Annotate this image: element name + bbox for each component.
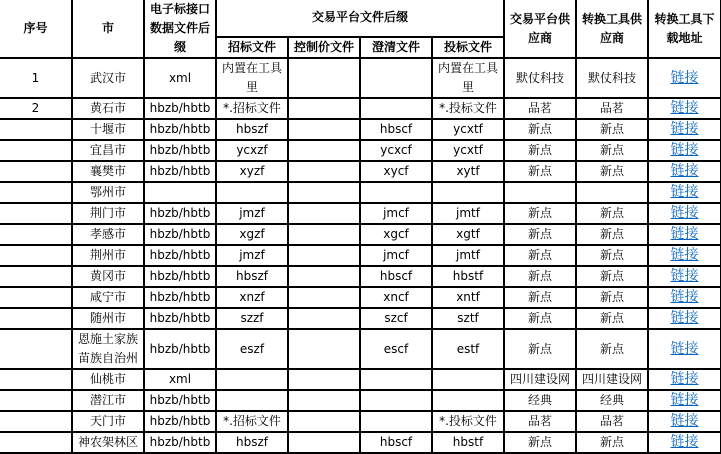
cell-tool-vendor: 新点	[576, 329, 648, 369]
cell-clarify-suffix	[360, 182, 432, 203]
cell-ebid-suffix: hbzb/hbtb	[144, 203, 216, 224]
cell-ebid-suffix: xml	[144, 369, 216, 390]
cell-bid-suffix: xgtf	[432, 224, 504, 245]
download-link[interactable]: 链接	[670, 434, 699, 450]
table-row	[0, 161, 721, 182]
cell-clarify-suffix	[360, 369, 432, 390]
cell-tool-download	[648, 266, 721, 287]
cell-seq	[0, 287, 72, 308]
cell-bid-suffix: jmtf	[432, 245, 504, 266]
cell-city: 恩施土家族苗族自治州	[72, 329, 144, 369]
cell-tool-vendor: 四川建设网	[576, 369, 648, 390]
cell-control-price-suffix	[288, 308, 360, 329]
cell-city: 荆州市	[72, 245, 144, 266]
download-link[interactable]: 链接	[670, 392, 699, 408]
table-row	[0, 390, 721, 411]
cell-bid-suffix: sztf	[432, 308, 504, 329]
cell-tender-suffix: hbszf	[216, 266, 288, 287]
cell-tender-suffix: ycxzf	[216, 140, 288, 161]
cell-city: 黄冈市	[72, 266, 144, 287]
cell-bid-suffix: 内置在工具里	[432, 58, 504, 98]
cell-seq	[0, 308, 72, 329]
cell-clarify-suffix	[360, 98, 432, 119]
cell-tool-download	[648, 161, 721, 182]
cell-seq	[0, 119, 72, 140]
cell-tender-suffix: xnzf	[216, 287, 288, 308]
download-link[interactable]: 链接	[670, 226, 699, 242]
cell-control-price-suffix	[288, 287, 360, 308]
cell-ebid-suffix: hbzb/hbtb	[144, 119, 216, 140]
cell-city: 咸宁市	[72, 287, 144, 308]
cell-clarify-suffix: hbscf	[360, 432, 432, 453]
cell-control-price-suffix	[288, 119, 360, 140]
cell-tender-suffix	[216, 182, 288, 203]
cell-tender-suffix: *.招标文件	[216, 411, 288, 432]
cell-seq	[0, 432, 72, 453]
table-row	[0, 203, 721, 224]
cell-ebid-suffix: hbzb/hbtb	[144, 287, 216, 308]
cell-tool-vendor: 默仗科技	[576, 58, 648, 98]
header-platform-vendor: 交易平台供应商	[504, 0, 576, 58]
cell-control-price-suffix	[288, 369, 360, 390]
cell-seq	[0, 266, 72, 287]
cell-tool-vendor: 品茗	[576, 411, 648, 432]
download-link[interactable]: 链接	[670, 268, 699, 284]
cell-ebid-suffix: hbzb/hbtb	[144, 98, 216, 119]
cell-city: 荆门市	[72, 203, 144, 224]
cell-clarify-suffix: hbscf	[360, 266, 432, 287]
cell-platform-vendor: 新点	[504, 308, 576, 329]
cell-seq	[0, 140, 72, 161]
cell-platform-vendor: 新点	[504, 329, 576, 369]
cell-tender-suffix: *.招标文件	[216, 98, 288, 119]
cell-tool-download	[648, 245, 721, 266]
cell-platform-vendor: 新点	[504, 224, 576, 245]
header-platform-suffix: 交易平台文件后缀	[216, 0, 504, 37]
table-row	[0, 182, 721, 203]
cell-clarify-suffix: xgcf	[360, 224, 432, 245]
cell-tool-vendor: 新点	[576, 245, 648, 266]
header-ebid-suffix: 电子标接口数据文件后缀	[144, 0, 216, 58]
cell-tender-suffix	[216, 390, 288, 411]
cell-tool-vendor: 新点	[576, 161, 648, 182]
cell-ebid-suffix	[144, 182, 216, 203]
cell-bid-suffix: hbstf	[432, 266, 504, 287]
cell-clarify-suffix: escf	[360, 329, 432, 369]
cell-city: 鄂州市	[72, 182, 144, 203]
cell-platform-vendor: 新点	[504, 266, 576, 287]
cell-city: 黄石市	[72, 98, 144, 119]
cell-seq: 2	[0, 98, 72, 119]
download-link[interactable]: 链接	[670, 205, 699, 221]
cell-platform-vendor: 四川建设网	[504, 369, 576, 390]
table-row	[0, 98, 721, 119]
cell-ebid-suffix: hbzb/hbtb	[144, 411, 216, 432]
cell-platform-vendor: 品茗	[504, 98, 576, 119]
cell-bid-suffix	[432, 182, 504, 203]
cell-seq	[0, 369, 72, 390]
cell-bid-suffix	[432, 390, 504, 411]
cell-clarify-suffix: szcf	[360, 308, 432, 329]
cell-ebid-suffix: hbzb/hbtb	[144, 266, 216, 287]
cell-platform-vendor: 默仗科技	[504, 58, 576, 98]
header-control-price: 控制价文件	[288, 37, 360, 58]
cell-seq	[0, 203, 72, 224]
download-link[interactable]: 链接	[670, 289, 699, 305]
table-row	[0, 245, 721, 266]
cell-tender-suffix	[216, 369, 288, 390]
cell-bid-suffix: hbstf	[432, 432, 504, 453]
table-row	[0, 308, 721, 329]
download-link[interactable]: 链接	[670, 142, 699, 158]
cell-bid-suffix: xntf	[432, 287, 504, 308]
cell-control-price-suffix	[288, 182, 360, 203]
cell-city: 孝感市	[72, 224, 144, 245]
cell-control-price-suffix	[288, 266, 360, 287]
cell-seq	[0, 224, 72, 245]
cell-tool-vendor: 经典	[576, 390, 648, 411]
cell-clarify-suffix: jmcf	[360, 245, 432, 266]
cell-tool-vendor: 新点	[576, 140, 648, 161]
cell-tool-download	[648, 224, 721, 245]
cell-tender-suffix: szzf	[216, 308, 288, 329]
table-row	[0, 369, 721, 390]
cell-clarify-suffix: hbscf	[360, 119, 432, 140]
cell-tool-vendor: 新点	[576, 266, 648, 287]
cell-platform-vendor	[504, 182, 576, 203]
cell-tool-download	[648, 308, 721, 329]
cell-clarify-suffix	[360, 390, 432, 411]
cell-bid-suffix: ycxtf	[432, 140, 504, 161]
cell-control-price-suffix	[288, 140, 360, 161]
cell-tool-download	[648, 140, 721, 161]
cell-tool-vendor: 新点	[576, 203, 648, 224]
cell-control-price-suffix	[288, 58, 360, 98]
cell-bid-suffix: *.投标文件	[432, 98, 504, 119]
table-row	[0, 287, 721, 308]
cell-ebid-suffix: hbzb/hbtb	[144, 245, 216, 266]
download-link[interactable]: 链接	[670, 121, 699, 137]
cell-tool-download	[648, 432, 721, 453]
cell-platform-vendor: 新点	[504, 203, 576, 224]
table-row	[0, 432, 721, 453]
cell-tool-download	[648, 369, 721, 390]
download-link[interactable]: 链接	[670, 247, 699, 263]
cell-seq	[0, 161, 72, 182]
cell-tool-download	[648, 411, 721, 432]
cell-ebid-suffix: hbzb/hbtb	[144, 161, 216, 182]
header-clarify: 澄清文件	[360, 37, 432, 58]
cell-seq	[0, 390, 72, 411]
header-city: 市	[72, 0, 144, 58]
cell-city: 潜江市	[72, 390, 144, 411]
cell-tender-suffix: 内置在工具里	[216, 58, 288, 98]
cell-platform-vendor: 新点	[504, 119, 576, 140]
cell-tender-suffix: hbszf	[216, 119, 288, 140]
cell-tender-suffix: hbszf	[216, 432, 288, 453]
cell-platform-vendor: 新点	[504, 432, 576, 453]
cell-city: 天门市	[72, 411, 144, 432]
cell-platform-vendor: 品茗	[504, 411, 576, 432]
cell-tool-download	[648, 58, 721, 98]
header-tool-vendor: 转换工具供应商	[576, 0, 648, 58]
cell-tool-download	[648, 119, 721, 140]
download-link[interactable]: 链接	[670, 310, 699, 326]
download-link[interactable]: 链接	[670, 413, 699, 429]
cell-seq	[0, 245, 72, 266]
cell-clarify-suffix	[360, 58, 432, 98]
cell-seq	[0, 411, 72, 432]
table-row	[0, 266, 721, 287]
download-link[interactable]: 链接	[670, 100, 699, 116]
cell-control-price-suffix	[288, 161, 360, 182]
cell-platform-vendor: 新点	[504, 140, 576, 161]
header-tender: 招标文件	[216, 37, 288, 58]
cell-tender-suffix: xgzf	[216, 224, 288, 245]
table-row	[0, 58, 721, 98]
header-bid: 投标文件	[432, 37, 504, 58]
cell-bid-suffix: ycxtf	[432, 119, 504, 140]
table-row	[0, 329, 721, 369]
cell-city: 襄樊市	[72, 161, 144, 182]
cell-control-price-suffix	[288, 432, 360, 453]
header-seq: 序号	[0, 0, 72, 58]
header-tool-download: 转换工具下载地址	[648, 0, 721, 58]
cell-bid-suffix	[432, 369, 504, 390]
cell-tool-vendor: 新点	[576, 308, 648, 329]
cell-ebid-suffix: xml	[144, 58, 216, 98]
table-body	[0, 58, 721, 453]
cell-control-price-suffix	[288, 411, 360, 432]
cell-control-price-suffix	[288, 245, 360, 266]
cell-bid-suffix: estf	[432, 329, 504, 369]
table-row	[0, 140, 721, 161]
cell-city: 随州市	[72, 308, 144, 329]
cell-seq: 1	[0, 58, 72, 98]
cell-ebid-suffix: hbzb/hbtb	[144, 140, 216, 161]
cell-city: 神农架林区	[72, 432, 144, 453]
cell-tool-download	[648, 287, 721, 308]
download-link[interactable]: 链接	[670, 184, 699, 200]
cell-clarify-suffix: jmcf	[360, 203, 432, 224]
cell-tender-suffix: xyzf	[216, 161, 288, 182]
cell-tool-download	[648, 390, 721, 411]
cell-tender-suffix: eszf	[216, 329, 288, 369]
table-row	[0, 224, 721, 245]
cell-clarify-suffix: ycxcf	[360, 140, 432, 161]
cell-city: 武汉市	[72, 58, 144, 98]
cell-control-price-suffix	[288, 329, 360, 369]
cell-tool-vendor: 新点	[576, 432, 648, 453]
cell-city: 仙桃市	[72, 369, 144, 390]
cell-platform-vendor: 新点	[504, 245, 576, 266]
download-link[interactable]: 链接	[670, 69, 699, 86]
cell-tool-vendor	[576, 182, 648, 203]
cell-tool-download	[648, 329, 721, 369]
cell-tender-suffix: jmzf	[216, 245, 288, 266]
cell-city: 十堰市	[72, 119, 144, 140]
download-link[interactable]: 链接	[670, 340, 699, 357]
cell-control-price-suffix	[288, 98, 360, 119]
cell-ebid-suffix: hbzb/hbtb	[144, 329, 216, 369]
cell-control-price-suffix	[288, 203, 360, 224]
cell-platform-vendor: 新点	[504, 287, 576, 308]
cell-city: 宜昌市	[72, 140, 144, 161]
cell-ebid-suffix: hbzb/hbtb	[144, 308, 216, 329]
table-row	[0, 411, 721, 432]
cell-clarify-suffix: xycf	[360, 161, 432, 182]
cell-tool-download	[648, 98, 721, 119]
cell-tool-download	[648, 203, 721, 224]
cell-tender-suffix: jmzf	[216, 203, 288, 224]
download-link[interactable]: 链接	[670, 371, 699, 387]
table-row	[0, 119, 721, 140]
cell-ebid-suffix: hbzb/hbtb	[144, 224, 216, 245]
cell-clarify-suffix: xncf	[360, 287, 432, 308]
cell-seq	[0, 329, 72, 369]
cell-control-price-suffix	[288, 390, 360, 411]
cell-clarify-suffix	[360, 411, 432, 432]
cell-control-price-suffix	[288, 224, 360, 245]
cell-tool-vendor: 品茗	[576, 98, 648, 119]
cell-seq	[0, 182, 72, 203]
cell-bid-suffix: *.投标文件	[432, 411, 504, 432]
cell-bid-suffix: jmtf	[432, 203, 504, 224]
cell-tool-vendor: 新点	[576, 224, 648, 245]
download-link[interactable]: 链接	[670, 163, 699, 179]
cell-platform-vendor: 经典	[504, 390, 576, 411]
cell-ebid-suffix: hbzb/hbtb	[144, 390, 216, 411]
cell-tool-download	[648, 182, 721, 203]
cell-bid-suffix: xytf	[432, 161, 504, 182]
cell-tool-vendor: 新点	[576, 287, 648, 308]
cell-platform-vendor: 新点	[504, 161, 576, 182]
cell-tool-vendor: 新点	[576, 119, 648, 140]
cell-ebid-suffix: hbzb/hbtb	[144, 432, 216, 453]
